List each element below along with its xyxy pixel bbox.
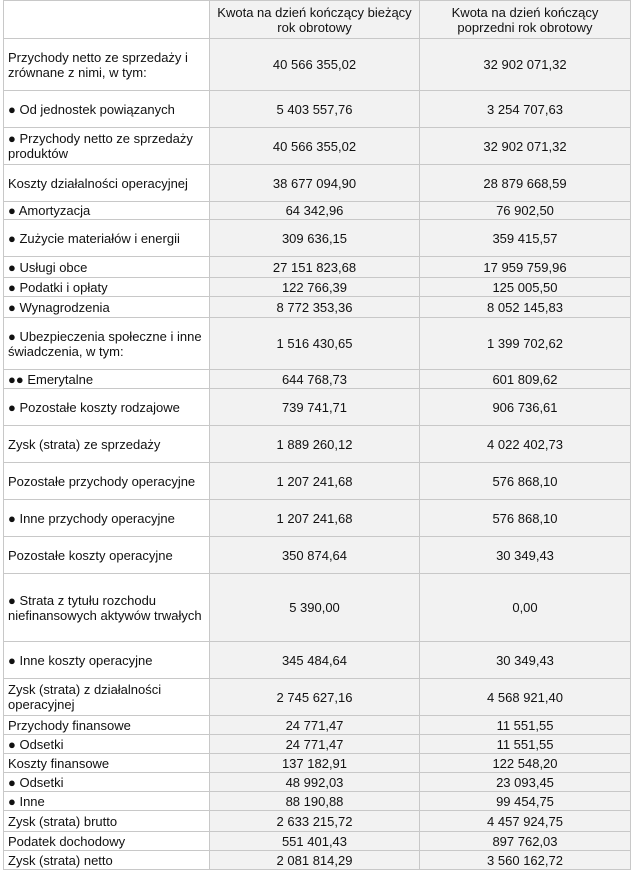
row-label: ● Odsetki [4, 773, 210, 792]
table-header-row [4, 1, 631, 39]
row-label: Podatek dochodowy [4, 832, 210, 851]
current-year-value: 27 151 823,68 [210, 257, 420, 278]
current-year-value: 40 566 355,02 [210, 128, 420, 165]
current-year-value: 309 636,15 [210, 220, 420, 257]
table-row [4, 773, 631, 792]
profit-and-loss-table [3, 0, 631, 870]
previous-year-value: 897 762,03 [420, 832, 631, 851]
table-row [4, 754, 631, 773]
row-label: Zysk (strata) ze sprzedaży [4, 426, 210, 463]
previous-year-value: 99 454,75 [420, 792, 631, 811]
previous-year-value: 122 548,20 [420, 754, 631, 773]
current-year-value: 1 516 430,65 [210, 318, 420, 370]
current-year-value: 64 342,96 [210, 202, 420, 220]
row-label: Pozostałe przychody operacyjne [4, 463, 210, 500]
financial-statement-wrapper [3, 0, 631, 870]
row-label: Zysk (strata) netto [4, 851, 210, 870]
current-year-value: 38 677 094,90 [210, 165, 420, 202]
previous-year-value: 4 022 402,73 [420, 426, 631, 463]
table-row [4, 500, 631, 537]
table-row [4, 297, 631, 318]
row-label: ● Przychody netto ze sprzedaży produktów [4, 128, 210, 165]
previous-year-value: 30 349,43 [420, 537, 631, 574]
table-row [4, 851, 631, 870]
current-year-value: 551 401,43 [210, 832, 420, 851]
table-row [4, 832, 631, 851]
current-year-value: 48 992,03 [210, 773, 420, 792]
previous-year-value: 906 736,61 [420, 389, 631, 426]
current-year-value: 5 390,00 [210, 574, 420, 642]
current-year-value: 350 874,64 [210, 537, 420, 574]
row-label: ● Pozostałe koszty rodzajowe [4, 389, 210, 426]
current-year-value: 8 772 353,36 [210, 297, 420, 318]
previous-year-value: 17 959 759,96 [420, 257, 631, 278]
row-label: ● Od jednostek powiązanych [4, 91, 210, 128]
table-row [4, 318, 631, 370]
table-row [4, 735, 631, 754]
table-row [4, 642, 631, 679]
table-row [4, 537, 631, 574]
current-year-value: 2 745 627,16 [210, 679, 420, 716]
previous-year-value: 23 093,45 [420, 773, 631, 792]
row-label: ● Inne [4, 792, 210, 811]
table-row [4, 278, 631, 297]
table-row [4, 370, 631, 389]
table-row [4, 716, 631, 735]
previous-year-value: 30 349,43 [420, 642, 631, 679]
table-row [4, 679, 631, 716]
row-label: ● Ubezpieczenia społeczne i inne świadczenia, w tym: [4, 318, 210, 370]
previous-year-value: 576 868,10 [420, 463, 631, 500]
current-year-value: 2 633 215,72 [210, 811, 420, 832]
header-corner-cell [4, 1, 210, 39]
row-label: Zysk (strata) z działalności operacyjnej [4, 679, 210, 716]
previous-year-value: 4 457 924,75 [420, 811, 631, 832]
current-year-value: 24 771,47 [210, 735, 420, 754]
current-year-value: 345 484,64 [210, 642, 420, 679]
header-current-year: Kwota na dzień kończący bieżący rok obrotowy [210, 1, 420, 39]
previous-year-value: 3 560 162,72 [420, 851, 631, 870]
previous-year-value: 1 399 702,62 [420, 318, 631, 370]
row-label: Koszty finansowe [4, 754, 210, 773]
current-year-value: 644 768,73 [210, 370, 420, 389]
table-row [4, 202, 631, 220]
table-row [4, 91, 631, 128]
current-year-value: 1 889 260,12 [210, 426, 420, 463]
previous-year-value: 76 902,50 [420, 202, 631, 220]
previous-year-value: 359 415,57 [420, 220, 631, 257]
previous-year-value: 8 052 145,83 [420, 297, 631, 318]
row-label: ● Inne przychody operacyjne [4, 500, 210, 537]
row-label: ● Amortyzacja [4, 202, 210, 220]
table-row [4, 463, 631, 500]
row-label: Przychody finansowe [4, 716, 210, 735]
row-label: Zysk (strata) brutto [4, 811, 210, 832]
previous-year-value: 11 551,55 [420, 735, 631, 754]
table-row [4, 257, 631, 278]
current-year-value: 122 766,39 [210, 278, 420, 297]
previous-year-value: 3 254 707,63 [420, 91, 631, 128]
previous-year-value: 32 902 071,32 [420, 128, 631, 165]
table-row [4, 165, 631, 202]
row-label: ● Usługi obce [4, 257, 210, 278]
current-year-value: 24 771,47 [210, 716, 420, 735]
previous-year-value: 11 551,55 [420, 716, 631, 735]
row-label: ● Inne koszty operacyjne [4, 642, 210, 679]
row-label: ● Podatki i opłaty [4, 278, 210, 297]
current-year-value: 137 182,91 [210, 754, 420, 773]
row-label: Koszty działalności operacyjnej [4, 165, 210, 202]
table-row [4, 389, 631, 426]
table-row [4, 39, 631, 91]
table-body [4, 39, 631, 870]
current-year-value: 5 403 557,76 [210, 91, 420, 128]
current-year-value: 88 190,88 [210, 792, 420, 811]
table-row [4, 792, 631, 811]
table-row [4, 574, 631, 642]
previous-year-value: 125 005,50 [420, 278, 631, 297]
previous-year-value: 32 902 071,32 [420, 39, 631, 91]
header-previous-year: Kwota na dzień kończący poprzedni rok obrotowy [420, 1, 631, 39]
table-row [4, 128, 631, 165]
previous-year-value: 4 568 921,40 [420, 679, 631, 716]
row-label: ● Odsetki [4, 735, 210, 754]
row-label: Pozostałe koszty operacyjne [4, 537, 210, 574]
current-year-value: 739 741,71 [210, 389, 420, 426]
row-label: ● Wynagrodzenia [4, 297, 210, 318]
previous-year-value: 28 879 668,59 [420, 165, 631, 202]
table-row [4, 220, 631, 257]
previous-year-value: 0,00 [420, 574, 631, 642]
current-year-value: 40 566 355,02 [210, 39, 420, 91]
row-label: ●● Emerytalne [4, 370, 210, 389]
previous-year-value: 576 868,10 [420, 500, 631, 537]
current-year-value: 2 081 814,29 [210, 851, 420, 870]
current-year-value: 1 207 241,68 [210, 463, 420, 500]
row-label: ● Strata z tytułu rozchodu niefinansowych aktywów trwałych [4, 574, 210, 642]
row-label: Przychody netto ze sprzedaży i zrównane z nimi, w tym: [4, 39, 210, 91]
previous-year-value: 601 809,62 [420, 370, 631, 389]
table-row [4, 811, 631, 832]
row-label: ● Zużycie materiałów i energii [4, 220, 210, 257]
table-row [4, 426, 631, 463]
current-year-value: 1 207 241,68 [210, 500, 420, 537]
